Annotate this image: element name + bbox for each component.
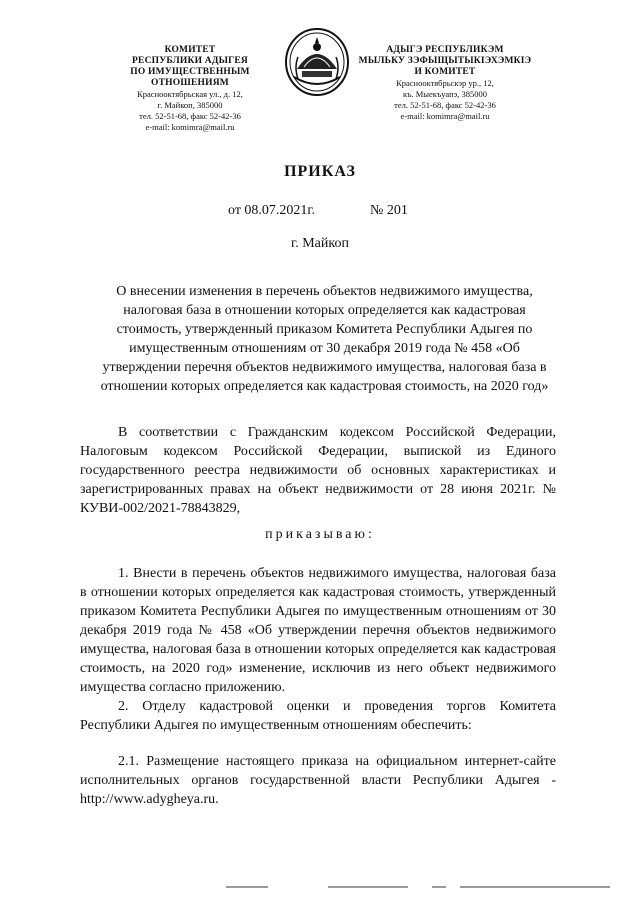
phone-line: тел. 52-51-68, факс 52-42-36 bbox=[139, 111, 241, 121]
phone-adyghe-line: тел. 52-51-68, факс 52-42-36 bbox=[394, 100, 496, 110]
address-line2: г. Майкоп, 385000 bbox=[157, 100, 223, 110]
header-left bbox=[100, 45, 280, 133]
org-name-adyghe-line3: И КОМИТЕТ bbox=[414, 67, 476, 77]
item-2-paragraph: 2. Отделу кадастровой оценки и проведения торгов Комитета Республики Адыгея по имущественным отношениям обеспечить: bbox=[80, 699, 556, 733]
item-2-1-paragraph: 2.1. Размещение настоящего приказа на официальном интернет-сайте исполнительных органов государственной власти Республики Адыгея - http://www.adygheya.ru. bbox=[80, 754, 556, 807]
org-name-adyghe-line2: МЫЛЬКУ ЗЭФЫЩЫТЫКIЭХЭМКIЭ bbox=[358, 56, 532, 66]
order-subject: О внесении изменения в перечень объектов недвижимого имущества, налоговая база в отношении которых определяется как кадастровая стоимость, утвержденный приказом Комитета Республики Адыгея по имущественным отношениям от 30 декабря 2019 года № 458 «Об утверждении перечня объектов недвижимого имущества, налоговая база в отношении которых определяется как кадастровая стоимость, на 2020 год» bbox=[100, 284, 549, 394]
org-name-line1: КОМИТЕТ bbox=[164, 45, 216, 55]
email-adyghe-line: e-mail: komimra@mail.ru bbox=[400, 111, 490, 121]
preamble-paragraph: В соответствии с Гражданским кодексом Российской Федерации, Налоговым кодексом Российской Федерации, выпиской из Единого государственного реестра недвижимости об основных характеристиках и зарегистрированных правах на объект недвижимости от 28 июня 2021г. № КУВИ-002/2021-78843829, bbox=[80, 425, 556, 516]
address-line1: Краснооктябрьская ул., д. 12, bbox=[137, 89, 243, 99]
org-name-adyghe-line1: АДЫГЭ РЕСПУБЛИКЭМ bbox=[386, 45, 504, 55]
email-line: e-mail: komimra@mail.ru bbox=[145, 122, 235, 132]
document-title: ПРИКАЗ bbox=[284, 163, 356, 180]
order-number: № 201 bbox=[370, 203, 408, 218]
header-right bbox=[355, 45, 535, 122]
city-name: г. Майкоп bbox=[291, 236, 349, 251]
address-adyghe-line2: къ. Мыекъуапэ, 385000 bbox=[402, 89, 488, 99]
footer-scan-lines bbox=[0, 886, 640, 888]
address-adyghe-line1: Краснооктябрьскэр ур., 12, bbox=[396, 78, 494, 88]
org-name-line3: ПО ИМУЩЕСТВЕННЫМ ОТНОШЕНИЯМ bbox=[130, 67, 250, 88]
decree-word: приказываю: bbox=[265, 527, 375, 542]
order-date: от 08.07.2021г. bbox=[228, 203, 316, 218]
coat-of-arms-emblem-icon bbox=[284, 27, 350, 97]
org-name-line2: РЕСПУБЛИКИ АДЫГЕЯ bbox=[132, 56, 248, 66]
item-1-paragraph: 1. Внести в перечень объектов недвижимого имущества, налоговая база в отношении которых определяется как кадастровая стоимость, утвержденный приказом Комитета Республики Адыгея по имущественным отношениям от 30 декабря 2019 года № 458 «Об утверждении перечня объектов недвижимого имущества, налоговая база в отношении которых определяется как кадастровая стоимость, на 2020 год» изменение, исключив из него объект недвижимого имущества согласно приложению. bbox=[80, 566, 556, 695]
